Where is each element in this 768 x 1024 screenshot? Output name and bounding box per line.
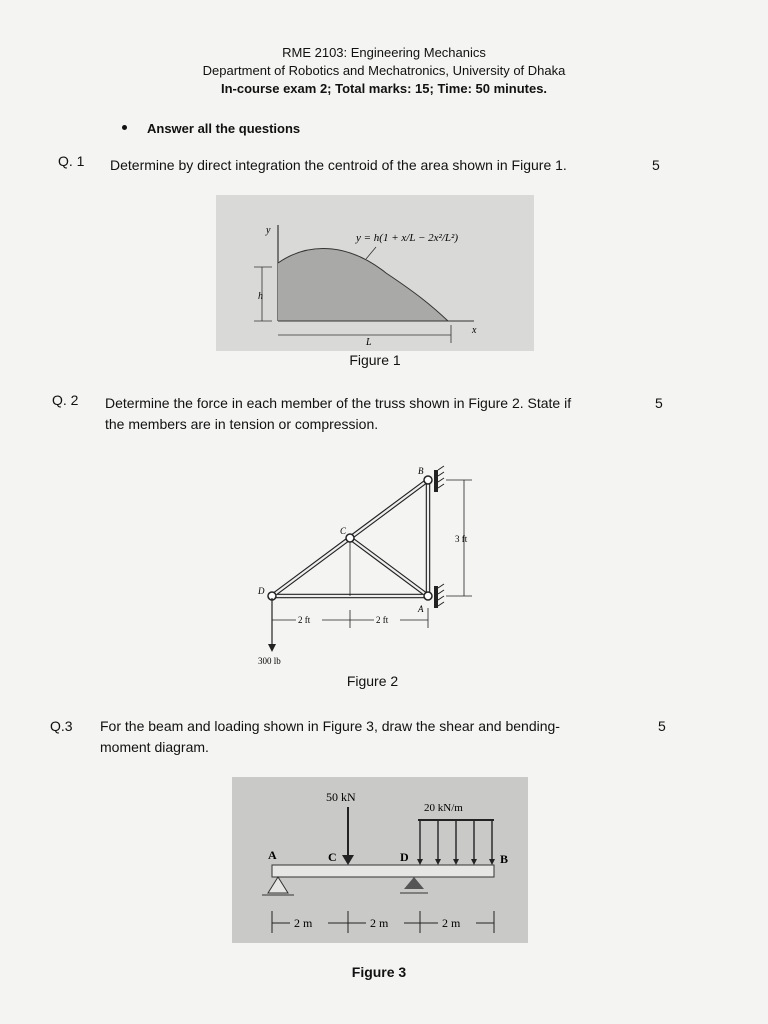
figure-2-caption: Figure 2 [346, 673, 399, 689]
fig2-right-dim: 2 ft [376, 615, 389, 625]
fig2-label-D: D [258, 586, 265, 596]
instruction [122, 121, 300, 136]
q2-marks: 5 [655, 395, 663, 411]
fig2-label-B: B [418, 466, 424, 476]
fig2-load-label: 300 lb [258, 656, 281, 666]
figure-1 [216, 195, 534, 356]
q1-text: Determine by direct integration the centroid of the area shown in Figure 1. [110, 157, 567, 173]
q1-marks: 5 [652, 157, 660, 173]
bullet-icon [122, 125, 127, 130]
fig1-x-label: x [472, 325, 477, 336]
q2-number: Q. 2 [52, 392, 79, 408]
q3-number: Q.3 [50, 718, 73, 734]
fig1-equation: y = h(1 + x/L − 2x²/L²) [356, 232, 458, 244]
fig1-L-label: L [366, 337, 372, 348]
q3-text-line1: For the beam and loading shown in Figure 3, draw the shear and bending- [100, 718, 560, 734]
fig2-label-A: A [418, 604, 424, 614]
fig3-point-load: 50 kN [326, 790, 356, 804]
q3-text-line2: moment diagram. [100, 739, 209, 755]
fig2-label-C: C [340, 526, 347, 536]
figure-1-caption: Figure 1 [349, 352, 401, 368]
q3-marks: 5 [658, 718, 666, 734]
fig3-label-A: A [268, 848, 277, 862]
figure-3-caption: Figure 3 [351, 964, 407, 980]
fig3-dim-2: 2 m [370, 916, 389, 930]
exam-info: In-course exam 2; Total marks: 15; Time: 50 minutes. [220, 81, 548, 96]
q2-text-line1: Determine the force in each member of the truss shown in Figure 2. State if [105, 395, 572, 411]
figure-3 [232, 777, 528, 948]
course-title: RME 2103: Engineering Mechanics [282, 45, 486, 60]
fig3-dim-3: 2 m [442, 916, 461, 930]
fig2-height-dim: 3 ft [455, 534, 468, 544]
q2-text-line2: the members are in tension or compression. [105, 416, 379, 432]
fig3-label-B: B [500, 852, 509, 866]
q1-number: Q. 1 [58, 153, 85, 169]
fig1-h-label: h [258, 291, 263, 302]
fig3-dist-load: 20 kN/m [424, 802, 463, 814]
fig2-left-dim: 2 ft [298, 615, 311, 625]
fig3-label-D: D [400, 850, 409, 864]
instruction-text: Answer all the questions [147, 121, 301, 136]
exam-header [0, 44, 768, 98]
fig1-y-label: y [266, 225, 271, 236]
figure-2 [250, 458, 490, 678]
department-line: Department of Robotics and Mechatronics, University of Dhaka [202, 63, 566, 78]
fig3-label-C: C [328, 850, 337, 864]
fig3-dim-1: 2 m [294, 916, 313, 930]
